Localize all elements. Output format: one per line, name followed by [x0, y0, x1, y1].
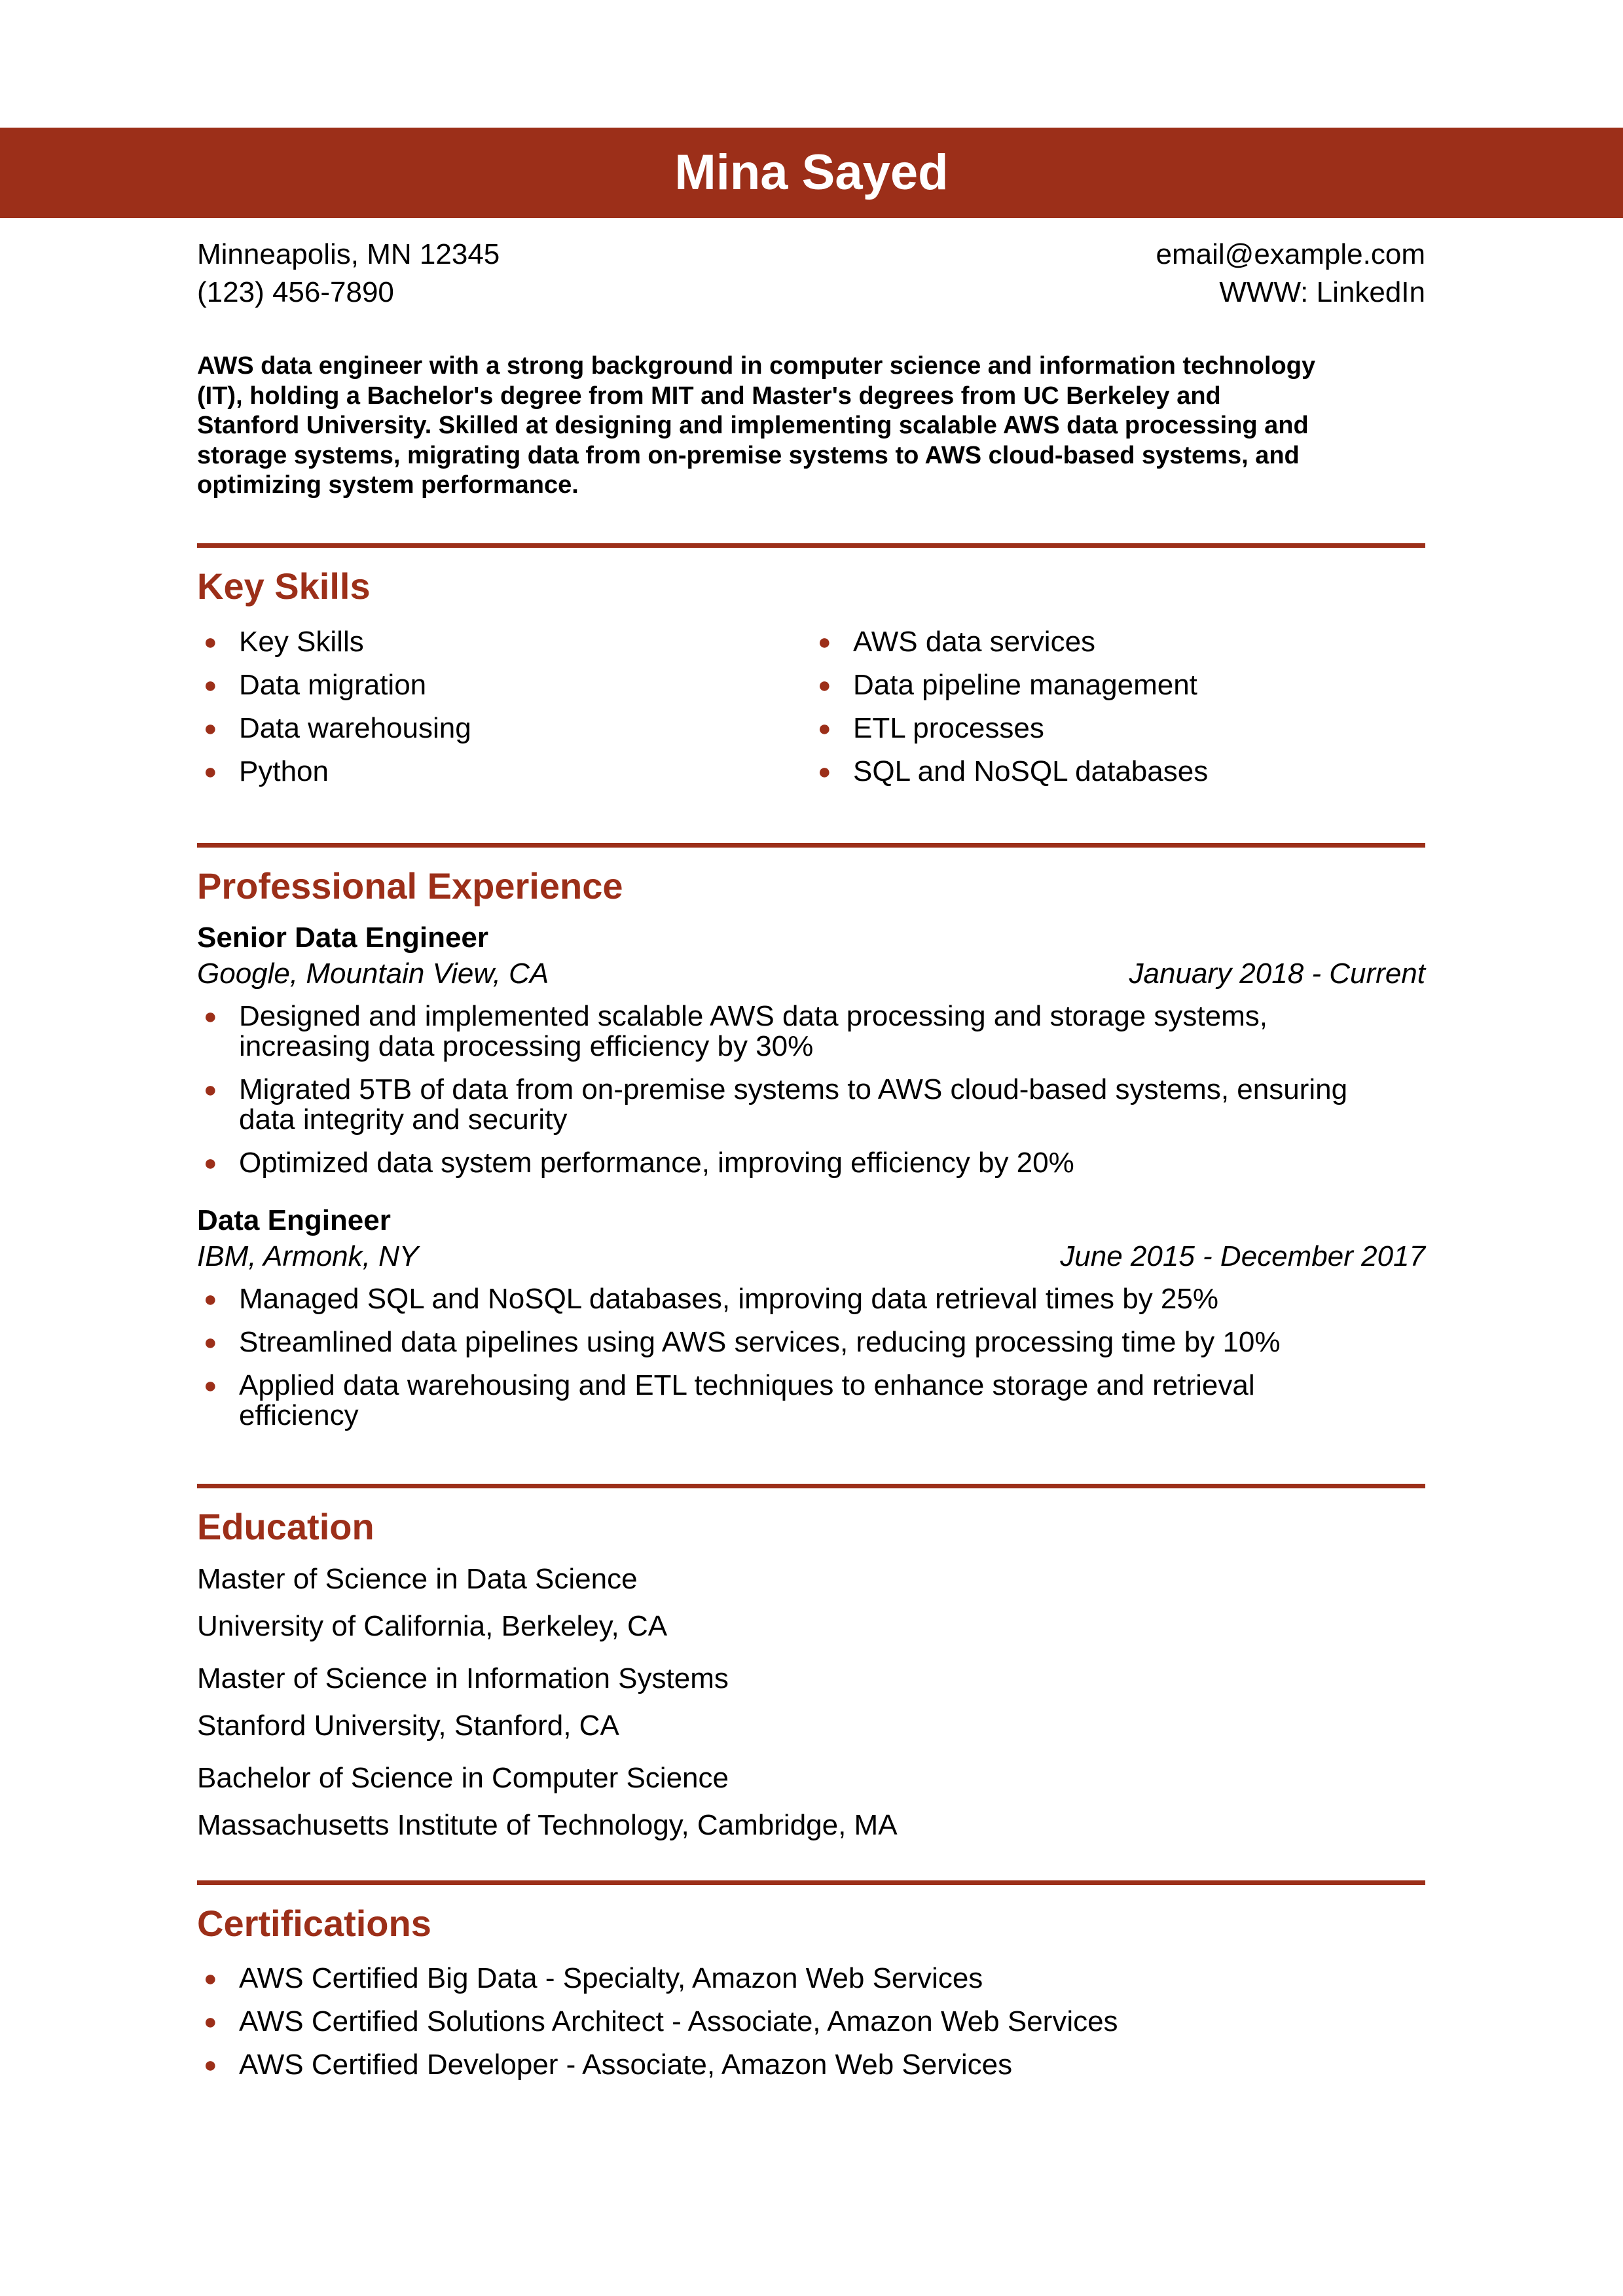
education-entry [197, 1755, 1425, 1849]
certification-item: ● AWS Certified Solutions Architect - Associate, Amazon Web Services [197, 2000, 1425, 2043]
summary-line: (IT), holding a Bachelor's degree from MIT and Master's degrees from UC Berkeley and [197, 382, 1221, 410]
bullet-icon: ● [204, 1077, 217, 1102]
bullet-icon: ● [818, 673, 831, 698]
phone: (123) 456-7890 [197, 276, 394, 308]
degree: Master of Science in Data Science [197, 1563, 638, 1595]
bullet-icon: ● [204, 2053, 217, 2077]
bullet-icon: ● [818, 716, 831, 741]
job-title: Data Engineer [197, 1204, 391, 1236]
contact-row [197, 236, 1425, 274]
job-title: Senior Data Engineer [197, 922, 489, 954]
school: Massachusetts Institute of Technology, Cambridge, MA [197, 1809, 898, 1841]
job-bullet: ● Applied data warehousing and ETL techniques to enhance storage and retrieval efficiency [204, 1369, 1255, 1431]
job-entry [197, 1203, 1425, 1444]
job-company: Google, Mountain View, CA [197, 958, 549, 990]
job-dates: January 2018 - Current [1129, 958, 1425, 990]
section-divider [197, 843, 1425, 848]
bullet-icon: ● [204, 759, 217, 784]
bullet-icon: ● [204, 1330, 217, 1355]
summary-line: Stanford University. Skilled at designing and implementing scalable AWS data processing and [197, 412, 1309, 439]
job-bullet: ● Managed SQL and NoSQL databases, improving data retrieval times by 25% [204, 1283, 1218, 1315]
skill-item: ● ETL processes [811, 707, 1425, 750]
degree: Bachelor of Science in Computer Science [197, 1762, 729, 1794]
skill-item: ● SQL and NoSQL databases [811, 750, 1425, 793]
bullet-icon: ● [204, 1151, 217, 1175]
skill-item: ● Data pipeline management [811, 664, 1425, 707]
job-bullet: ● Streamlined data pipelines using AWS services, reducing processing time by 10% [204, 1326, 1281, 1358]
summary-line: optimizing system performance. [197, 471, 579, 499]
job-meta [197, 1238, 1425, 1275]
header-band [0, 128, 1623, 218]
skills-column-right [811, 620, 1425, 793]
section-title-skills: Key Skills [197, 565, 371, 607]
section-divider [197, 1484, 1425, 1488]
skill-item: ● Data migration [197, 664, 811, 707]
skill-item: ● Key Skills [197, 620, 811, 664]
bullet-icon: ● [204, 673, 217, 698]
bullet-icon: ● [818, 630, 831, 655]
skills-list [197, 620, 1425, 793]
certification-item: ● AWS Certified Developer - Associate, Amazon Web Services [197, 2043, 1425, 2087]
education-list [197, 1556, 1425, 1854]
summary-line: storage systems, migrating data from on-premise systems to AWS cloud-based systems, and [197, 441, 1300, 469]
bullet-icon: ● [204, 1966, 217, 1991]
bullet-icon: ● [204, 716, 217, 741]
bullet-icon: ● [204, 1004, 217, 1029]
contact-info [197, 236, 1425, 312]
website-link[interactable]: WWW: LinkedIn [1219, 276, 1425, 308]
skills-column-left [197, 620, 811, 793]
school: University of California, Berkeley, CA [197, 1610, 668, 1642]
email-link[interactable]: email@example.com [1156, 238, 1425, 270]
summary [197, 351, 1425, 501]
job-entry [197, 920, 1425, 1191]
section-divider [197, 543, 1425, 548]
certifications-list [197, 1957, 1425, 2087]
bullet-icon: ● [204, 1373, 217, 1398]
section-title-certifications: Certifications [197, 1903, 431, 1944]
job-bullet: ● Optimized data system performance, improving efficiency by 20% [204, 1147, 1074, 1179]
job-company: IBM, Armonk, NY [197, 1240, 419, 1272]
section-title-experience: Professional Experience [197, 865, 623, 906]
degree: Master of Science in Information Systems [197, 1662, 729, 1695]
bullet-icon: ● [818, 759, 831, 784]
bullet-icon: ● [204, 2009, 217, 2034]
address: Minneapolis, MN 12345 [197, 238, 500, 270]
school: Stanford University, Stanford, CA [197, 1710, 619, 1742]
job-meta [197, 956, 1425, 992]
contact-row [197, 274, 1425, 312]
skill-item: ● Data warehousing [197, 707, 811, 750]
bullet-icon: ● [204, 1287, 217, 1312]
section-title-education: Education [197, 1506, 374, 1547]
education-entry [197, 1655, 1425, 1749]
summary-line: AWS data engineer with a strong background in computer science and information technology [197, 352, 1316, 380]
section-divider [197, 1880, 1425, 1885]
bullet-icon: ● [204, 630, 217, 655]
job-bullets [197, 1284, 1425, 1431]
job-dates: June 2015 - December 2017 [1060, 1240, 1425, 1272]
skill-item: ● Python [197, 750, 811, 793]
job-bullet: ● Migrated 5TB of data from on-premise systems to AWS cloud-based systems, ensuring data integrity and security [204, 1073, 1348, 1136]
job-bullet: ● Designed and implemented scalable AWS data processing and storage systems, increasing data processing efficiency by 30% [204, 1000, 1268, 1062]
job-bullets [197, 1001, 1425, 1178]
certification-item: ● AWS Certified Big Data - Specialty, Amazon Web Services [197, 1957, 1425, 2000]
skill-item: ● AWS data services [811, 620, 1425, 664]
candidate-name: Mina Sayed [674, 145, 949, 200]
education-entry [197, 1556, 1425, 1650]
